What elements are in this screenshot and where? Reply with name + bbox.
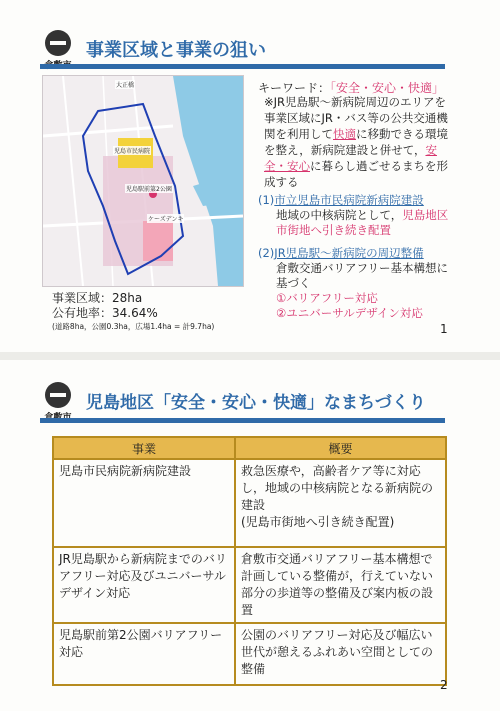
table-row: JR児島駅から新病院までのバリアフリー対応及びユニバーサルデザイン対応 倉敷市交通バリアフリー基本構想で計画している整備が，行えていない部分の歩道等の整備及び案内板の設置 bbox=[53, 547, 446, 623]
map-graphic bbox=[43, 76, 243, 286]
keyword-value: 「安全・安心・快適」 bbox=[330, 81, 445, 95]
slide-2-title: 児島地区「安全・安心・快適」なまちづくり bbox=[86, 393, 426, 413]
page-divider bbox=[0, 352, 500, 360]
city-emblem-icon bbox=[45, 30, 71, 56]
highlight-comfort: 快適 bbox=[333, 127, 356, 141]
table-header-row bbox=[53, 437, 446, 459]
project-table bbox=[52, 436, 447, 686]
title-rule-2 bbox=[40, 418, 445, 423]
project-area-map bbox=[42, 75, 244, 287]
slide-1 bbox=[0, 0, 500, 352]
map-label-park: 児島駅前第2公園 bbox=[126, 186, 172, 193]
table-row: 児島駅前第2公園バリアフリー対応 公園のバリアフリー対応及び幅広い世代が憩えるふれあい空間としての整備 bbox=[53, 623, 446, 685]
item-1: (1)市立児島市民病院新病院建設 地域の中核病院として，児島地区市街地へ引き続き配置 bbox=[258, 193, 449, 237]
project-description: ※JR児島駅～新病院周辺のエリアを事業区域にJR・バス等の公共交通機関を利用して快適に移動できる環境を整え，新病院建設と併せて，安全・安心に暮らし過ごせるまちを形成する bbox=[264, 95, 448, 189]
title-rule bbox=[40, 64, 445, 69]
map-label-bridge: 大正橋 bbox=[116, 82, 135, 89]
header-project: 事業 bbox=[53, 437, 235, 459]
highlight-safety: 安全・安心 bbox=[264, 143, 437, 173]
item-1-highlight: 児島地区市街地へ引き続き配置 bbox=[276, 208, 449, 237]
page-number-1: 1 bbox=[440, 322, 448, 336]
station-area bbox=[143, 221, 173, 261]
stat-public-ratio: 公有地率：34.64% bbox=[52, 306, 158, 320]
keyword-label: キーワード： bbox=[258, 81, 331, 95]
table-row: 児島市民病院新病院建設 救急医療や，高齢者ケア等に対応し，地域の中核病院となる新病院の建設 (児島市街地へ引き続き配置) bbox=[53, 459, 446, 547]
city-emblem-icon bbox=[45, 382, 71, 408]
header-summary: 概要 bbox=[235, 437, 446, 459]
city-logo-2 bbox=[40, 382, 76, 423]
item-2: (2)JR児島駅～新病院の周辺整備 倉敷交通バリアフリー基本構想に基づく ①バリアフリー対応 ②ユニバーサルデザイン対応 bbox=[258, 246, 458, 321]
item-2-sub-1: ①バリアフリー対応 bbox=[276, 291, 378, 305]
area-stats bbox=[52, 291, 214, 332]
item-2-sub-2: ②ユニバーサルデザイン対応 bbox=[276, 306, 423, 320]
map-label-hospital: 児島市民病院 bbox=[114, 148, 151, 155]
page-number-2: 2 bbox=[440, 678, 448, 692]
slide-1-title: 事業区域と事業の狙い bbox=[86, 40, 266, 61]
stat-detail: (道路8ha，公園0.3ha，広場1.4ha = 計9.7ha) bbox=[52, 322, 215, 331]
item-1-heading: 市立児島市民病院新病院建設 bbox=[274, 193, 424, 207]
map-label-store: ケーズデンキ bbox=[148, 216, 184, 223]
item-2-heading: JR児島駅～新病院の周辺整備 bbox=[274, 246, 424, 260]
stat-area: 事業区域：28ha bbox=[52, 291, 143, 305]
